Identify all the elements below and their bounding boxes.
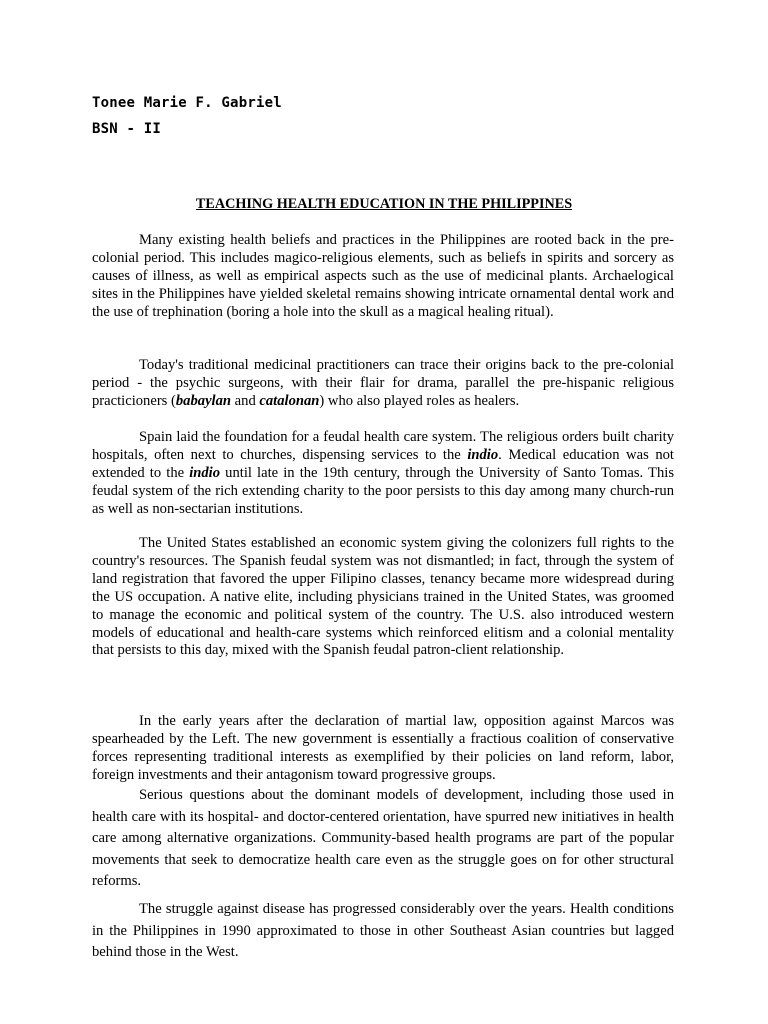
text-run: ) who also played roles as healers.	[319, 392, 520, 409]
text-run: Today's traditional medicinal practitioners can trace their origins back to the pre-colonial period - the psychic surgeons, with their flair for drama, parallel the pre-hispanic religious practicioners (	[92, 357, 674, 409]
paragraph-1	[92, 232, 674, 322]
text-run: Spain laid the foundation for a feudal health care system. The religious orders built charity hospitals, often next to churches, dispensing services to the	[92, 429, 674, 463]
paragraph-text: The United States established an economic system giving the colonizers full rights to the country's resources. The Spanish feudal system was not dismantled; in fact, through the system of land registration that favored the upper Filipino classes, tenancy became more widespread during the US occupation. A native elite, including physicians trained in the United States, was groomed to manage the economic and political system of the country. The U.S. also introduced western models of educational and health-care systems which reinforced elitism and a colonial mentality that persists to this day, mixed with the Spanish feudal patron-client relationship.	[92, 535, 674, 659]
paragraph-6	[92, 785, 674, 893]
paragraph-3	[92, 429, 674, 519]
author-class: BSN - II	[92, 121, 162, 137]
paragraph-text	[92, 357, 674, 411]
paragraph-7	[92, 899, 674, 964]
paragraph-2	[92, 357, 674, 411]
term-babaylan: babaylan	[175, 392, 232, 409]
text-run: . Medical education was not extended to the	[92, 446, 674, 481]
paragraph-text: In the early years after the declaration of martial law, opposition against Marcos was spearheaded by the Left. The new government is essentially a fractious coalition of conservative forces representing traditional interests as exemplified by their policies on land reform, labor, foreign investments and their antagonism toward progressive groups.	[92, 713, 674, 783]
text-run: until late in the 19th century, through the University of Santo Tomas. This feudal system of the rich extending charity to the poor persists to this day among many church-run as well as non-sectarian institutions.	[92, 464, 674, 517]
document-title: TEACHING HEALTH EDUCATION IN THE PHILIPPINES	[195, 196, 573, 212]
paragraph-5	[92, 713, 674, 785]
paragraph-4	[92, 535, 674, 660]
term-indio: indio	[189, 464, 221, 481]
document-title-wrapper	[0, 196, 768, 213]
text-run: and	[231, 392, 260, 409]
term-catalonan: catalonan	[259, 392, 320, 409]
paragraph-text: Serious questions about the dominant models of development, including those used in health care with its hospital- and doctor-centered orientation, have spurred new initiatives in health care among alternative organizations. Community-based health programs are part of the popular movements that seek to democratize health care even as the struggle goes on for other structural reforms.	[92, 787, 674, 890]
paragraph-text: The struggle against disease has progressed considerably over the years. Health conditions in the Philippines in 1990 approximated to those in other Southeast Asian countries but lagged behind those in the West.	[92, 901, 674, 961]
author-name: Tonee Marie F. Gabriel	[92, 95, 282, 111]
term-indio: indio	[467, 446, 499, 463]
paragraph-text	[92, 429, 674, 519]
paragraph-text: Many existing health beliefs and practices in the Philippines are rooted back in the pre-colonial period. This includes magico-religious elements, such as beliefs in spirits and sorcery as causes of illness, as well as empirical aspects such as the use of medicinal plants. Archaelogical sites in the Philippines have yielded skeletal remains showing intricate ornamental dental work and the use of trephination (boring a hole into the skull as a magical healing ritual).	[92, 232, 674, 320]
